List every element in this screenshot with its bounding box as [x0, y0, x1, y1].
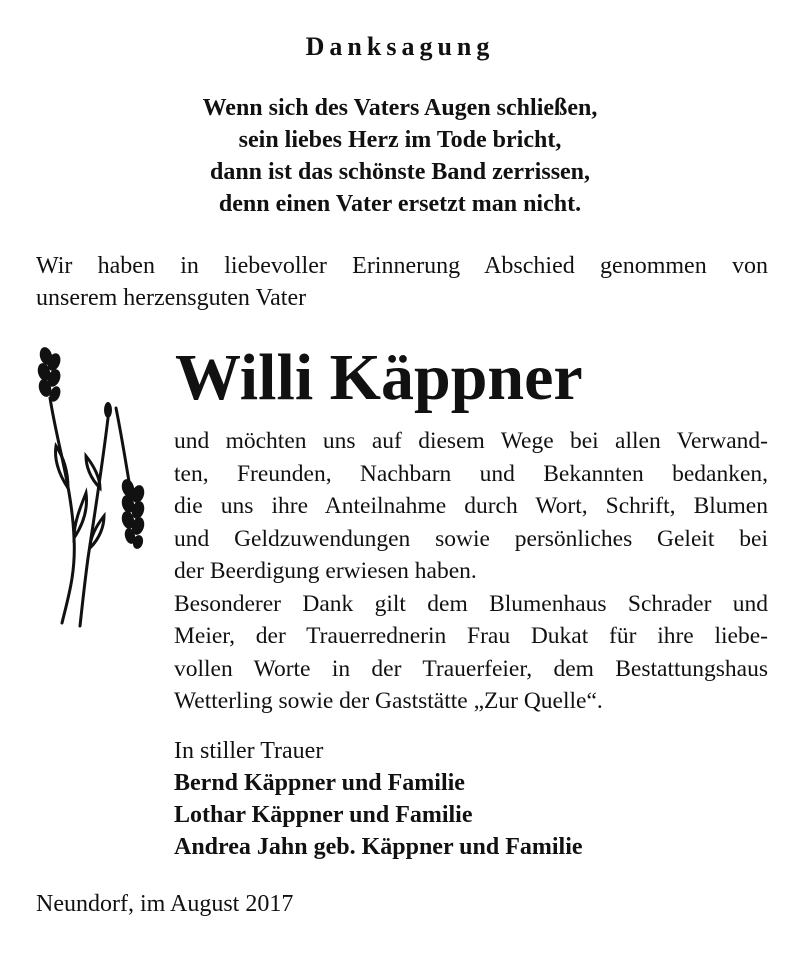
- thanks-line: und möchten uns auf diesem Wege bei allen Verwand-: [174, 428, 768, 454]
- thanks-line: Meier, der Trauerrednerin Frau Dukat für ihre liebe-: [174, 623, 768, 649]
- thanks-line: ten, Freunden, Nachbarn und Bekannten bedanken,: [174, 460, 768, 487]
- thanks-line: die uns ihre Anteilnahme durch Wort, Schrift, Blumen: [174, 493, 768, 519]
- intro-text: [36, 250, 768, 314]
- mourning-label: In stiller Trauer: [174, 738, 324, 764]
- place-date: Neundorf, im August 2017: [36, 891, 294, 917]
- signers-block: [174, 735, 583, 863]
- memorial-poem: [0, 92, 800, 220]
- intro-line: Wir haben in liebevoller Erinnerung Abschied genommen von: [36, 253, 768, 279]
- signer-name: Andrea Jahn geb. Käppner und Familie: [174, 834, 583, 860]
- poem-line: Wenn sich des Vaters Augen schließen,: [202, 95, 598, 121]
- thanks-line: der Beerdigung erwiesen haben.: [174, 558, 477, 584]
- thanks-line: Wetterling sowie der Gaststätte „Zur Quelle“.: [174, 688, 603, 714]
- wheat-ears-icon: [28, 338, 158, 628]
- signer-name: Bernd Käppner und Familie: [174, 770, 465, 796]
- thanks-line: und Geldzuwendungen sowie persönliches Geleit bei: [174, 525, 768, 552]
- thanks-line: vollen Worte in der Trauerfeier, dem Bestattungshaus: [174, 655, 768, 682]
- thanks-text: [174, 425, 768, 718]
- signer-name: Lothar Käppner und Familie: [174, 802, 473, 828]
- notice-title: Danksagung: [305, 32, 495, 61]
- poem-line: dann ist das schönste Band zerrissen,: [209, 159, 591, 185]
- thanks-line: Besonderer Dank gilt dem Blumenhaus Schrader und: [174, 590, 768, 617]
- poem-line: denn einen Vater ersetzt man nicht.: [218, 191, 582, 217]
- intro-line: unserem herzensguten Vater: [36, 285, 307, 311]
- deceased-name: Willi Käppner: [175, 341, 583, 414]
- poem-line: sein liebes Herz im Tode bricht,: [238, 127, 562, 153]
